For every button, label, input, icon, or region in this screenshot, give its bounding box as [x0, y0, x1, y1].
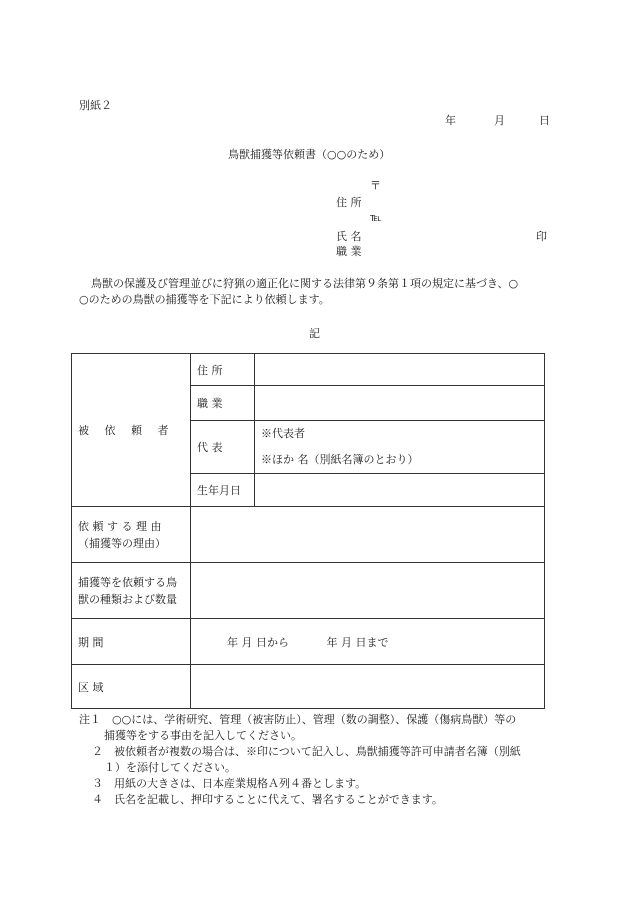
- tel-mark: ℡: [370, 211, 382, 224]
- address-label: 住 所: [336, 196, 362, 209]
- occupation-cell-label: 職 業: [191, 386, 255, 421]
- area-field[interactable]: [191, 665, 545, 709]
- reason-line2: （捕獲等の理由）: [78, 536, 166, 550]
- occupation-label: 職 業: [336, 245, 362, 258]
- species-line2: 獣の種類および数量: [78, 592, 177, 606]
- note-2-line2: １）を添付してください。: [104, 761, 236, 774]
- period-from: 年 月 日から: [227, 635, 289, 649]
- occupation-field[interactable]: [255, 386, 545, 421]
- rep-line1: ※代表者: [261, 427, 305, 440]
- date-year: 年: [445, 114, 456, 127]
- address-cell-label: 住 所: [191, 354, 255, 386]
- rep-line2: ※ほか 名（別紙名簿のとおり）: [261, 453, 419, 466]
- reason-field[interactable]: [191, 507, 545, 563]
- address-field[interactable]: [255, 354, 545, 386]
- period-to: 年 月 日まで: [326, 635, 389, 649]
- birthdate-field[interactable]: [255, 474, 545, 507]
- request-form-table: [71, 353, 545, 709]
- body-text-line1: 鳥獣の保護及び管理並びに狩猟の適正化に関する法律第９条第１項の規定に基づき、○: [91, 277, 519, 290]
- date-month: 月: [494, 114, 505, 127]
- note-2-line1: ２ 被依頼者が複数の場合は、※印について記入し、鳥獣捕獲等許可申請者名簿（別紙: [92, 745, 521, 758]
- seal-mark: 印: [536, 230, 547, 243]
- postal-mark: 〒: [370, 179, 381, 192]
- name-label: 氏 名: [336, 230, 362, 243]
- requested-party-label: 被 依 頼 者: [72, 354, 191, 507]
- reason-label: [72, 507, 191, 563]
- note-4: ４ 氏名を記載し、押印することに代えて、署名することができます。: [92, 793, 443, 806]
- species-label: [72, 563, 191, 619]
- area-label: 区 域: [72, 665, 191, 709]
- reason-line1: 依 頼 す る 理 由: [78, 519, 162, 533]
- representative-field[interactable]: [255, 421, 545, 474]
- body-text-line2: ○のための鳥獣の捕獲等を下記により依頼します。: [79, 293, 330, 306]
- birthdate-cell-label: 生年月日: [191, 474, 255, 507]
- period-field[interactable]: [191, 619, 545, 665]
- ki-heading: 記: [309, 327, 320, 340]
- species-field[interactable]: [191, 563, 545, 619]
- date-day: 日: [539, 114, 550, 127]
- note-3: ３ 用紙の大きさは、日本産業規格Ａ列４番とします。: [92, 777, 367, 790]
- attachment-label: 別紙２: [79, 99, 112, 112]
- note-1-line1: 注１ ○○には、学術研究、管理（被害防止）、管理（数の調整）、保護（傷病鳥獣）等の: [79, 713, 517, 726]
- representative-cell-label: 代 表: [191, 421, 255, 474]
- species-line1: 捕獲等を依頼する鳥: [78, 575, 177, 589]
- period-label: 期 間: [72, 619, 191, 665]
- note-1-line2: 捕獲等をする事由を記入してください。: [104, 729, 302, 742]
- document-title: 鳥獣捕獲等依頼書（○○のため）: [228, 148, 391, 161]
